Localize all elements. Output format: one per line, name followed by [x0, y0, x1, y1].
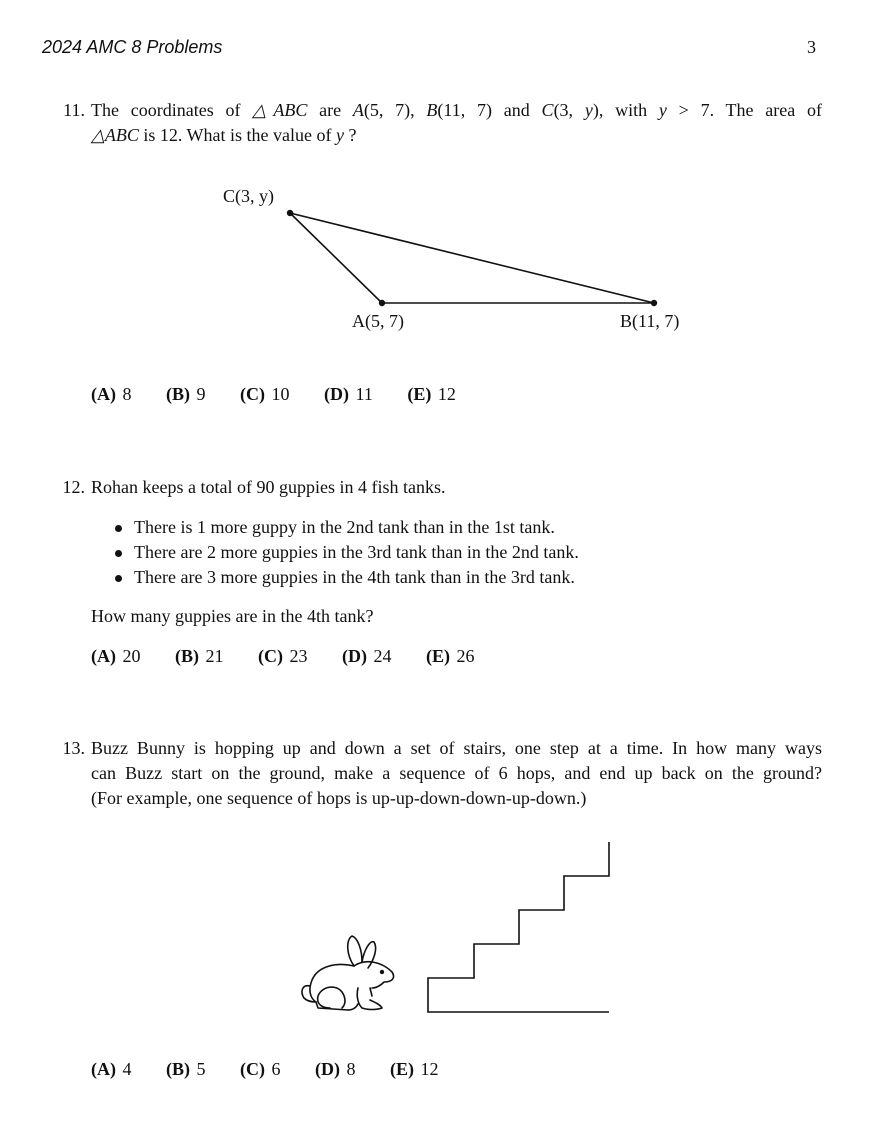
choice-e[interactable]: (E) 12 [407, 384, 456, 404]
problem-13-number: 13. [62, 738, 85, 758]
problem-11-number: 11. [63, 100, 85, 120]
choice-c[interactable]: (C) 10 [240, 384, 290, 404]
problem-13-choices [91, 1059, 469, 1080]
problem-13-line-2: can Buzz start on the ground, make a sequence of 6 hops, and end up back on the ground? [91, 763, 822, 783]
problem-12-question: How many guppies are in the 4th tank? [91, 606, 374, 626]
page-number: 3 [807, 37, 816, 57]
staircase-outline [428, 842, 609, 1012]
problem-12-intro: Rohan keeps a total of 90 guppies in 4 fish tanks. [91, 477, 446, 497]
choice-b[interactable]: (B) 9 [166, 384, 206, 404]
vertex-c-label: C(3, y) [223, 186, 274, 206]
bunny-icon [296, 928, 400, 1016]
choice-d[interactable]: (D) 8 [315, 1059, 356, 1079]
list-item: There are 3 more guppies in the 4th tank than in the 3rd tank. [113, 565, 579, 590]
choice-a[interactable]: (A) 20 [91, 646, 141, 666]
problem-11-choices [91, 384, 486, 405]
vertex-a-label: A(5, 7) [352, 311, 404, 331]
choice-c[interactable]: (C) 6 [240, 1059, 281, 1079]
choice-b[interactable]: (B) 21 [175, 646, 224, 666]
choice-a[interactable]: (A) 8 [91, 384, 132, 404]
choice-e[interactable]: (E) 26 [426, 646, 475, 666]
problem-12-number: 12. [62, 477, 85, 497]
staircase-figure [420, 836, 620, 1021]
triangle-side-cb [290, 213, 654, 303]
problem-11-line-1: The coordinates of △ABC are A(5, 7), B(11, 7) and C(3, y), with y > 7. The area of [91, 100, 822, 120]
problem-13-line-1: Buzz Bunny is hopping up and down a set of stairs, one step at a time. In how many ways [91, 738, 822, 758]
problem-12-choices [91, 646, 505, 667]
triangle-side-ca [290, 213, 382, 303]
choice-b[interactable]: (B) 5 [166, 1059, 206, 1079]
choice-d[interactable]: (D) 24 [342, 646, 392, 666]
choice-c[interactable]: (C) 23 [258, 646, 308, 666]
vertex-b-dot [651, 300, 657, 306]
problem-11-line-2: △ABC is 12. What is the value of y ? [91, 125, 357, 145]
triangle-figure [200, 170, 720, 345]
problem-12-bullet-list [113, 515, 579, 590]
problem-13-line-3: (For example, one sequence of hops is up-up-down-down-up-down.) [91, 788, 587, 808]
choice-a[interactable]: (A) 4 [91, 1059, 132, 1079]
choice-e[interactable]: (E) 12 [390, 1059, 439, 1079]
page-header-title: 2024 AMC 8 Problems [42, 37, 223, 57]
vertex-b-label: B(11, 7) [620, 311, 680, 331]
vertex-a-dot [379, 300, 385, 306]
vertex-c-dot [287, 210, 293, 216]
choice-d[interactable]: (D) 11 [324, 384, 373, 404]
list-item: There is 1 more guppy in the 2nd tank than in the 1st tank. [113, 515, 579, 540]
bunny-eye [380, 970, 384, 974]
list-item: There are 2 more guppies in the 3rd tank than in the 2nd tank. [113, 540, 579, 565]
